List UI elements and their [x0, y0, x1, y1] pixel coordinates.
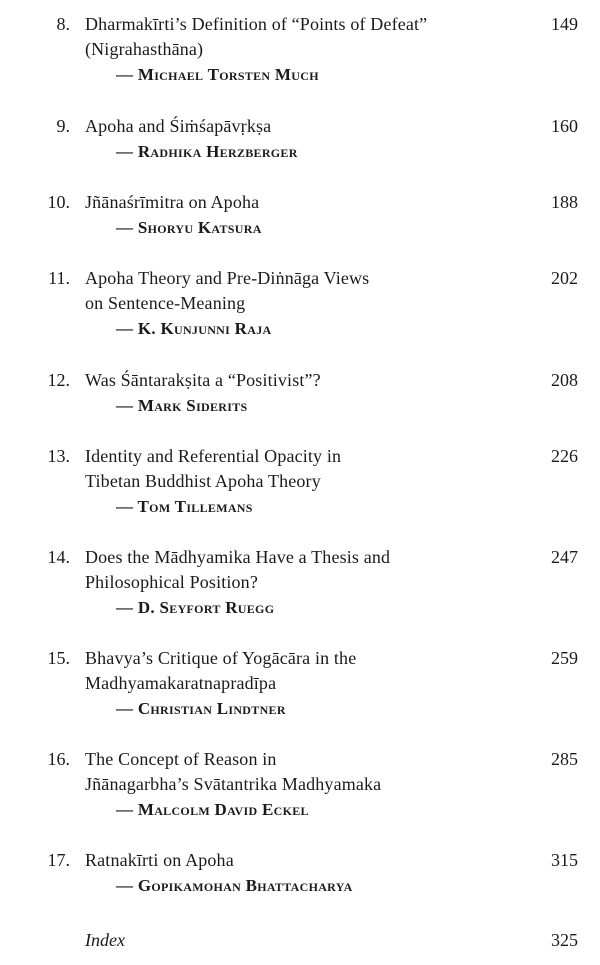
entry-page-number: 202: [551, 268, 578, 288]
entry-page-number: 285: [551, 749, 578, 769]
entry-title: [85, 545, 515, 620]
entry-number: 13.: [47, 446, 70, 466]
entry-author: — Gopikamohan Bhattacharya: [116, 876, 353, 895]
entry-author: — K. Kunjunni Raja: [116, 319, 272, 338]
entry-title-line: on Sentence-Meaning: [85, 293, 246, 313]
entry-title-line: Jñānagarbha’s Svātantrika Madhyamaka: [85, 774, 382, 794]
entry-title: [85, 747, 515, 822]
entry-author: — Malcolm David Eckel: [116, 800, 309, 819]
entry-author: — Radhika Herzberger: [116, 142, 298, 161]
entry-number: 17.: [47, 850, 70, 870]
entry-number: 8.: [56, 14, 70, 34]
entry-page-number: 208: [551, 370, 578, 390]
entry-title-line: Identity and Referential Opacity in: [85, 446, 342, 466]
entry-page-number: 160: [551, 116, 578, 136]
entry-title-line: Tibetan Buddhist Apoha Theory: [85, 471, 321, 491]
entry-title-line: Apoha and Śiṁśapāvṛkṣa: [85, 116, 272, 136]
index-page-number: 325: [551, 930, 578, 950]
entry-title: [85, 12, 515, 87]
entry-title-line: Jñānaśrīmitra on Apoha: [85, 192, 260, 212]
entry-title: [85, 646, 515, 721]
entry-title: [85, 114, 515, 164]
entry-number: 16.: [47, 749, 70, 769]
entry-number: 10.: [47, 192, 70, 212]
entry-title-line: Does the Mādhyamika Have a Thesis and: [85, 547, 391, 567]
entry-title-line: Dharmakīrti’s Definition of “Points of Defeat”: [85, 14, 428, 34]
entry-author: — Christian Lindtner: [116, 699, 286, 718]
entry-author: — Shoryu Katsura: [116, 218, 262, 237]
entry-page-number: 315: [551, 850, 578, 870]
entry-page-number: 226: [551, 446, 578, 466]
entry-page-number: 149: [551, 14, 578, 34]
entry-title-line: Bhavya’s Critique of Yogācāra in the: [85, 648, 357, 668]
entry-page-number: 259: [551, 648, 578, 668]
entry-number: 12.: [47, 370, 70, 390]
entry-author: — Michael Torsten Much: [116, 65, 319, 84]
index-label: Index: [85, 930, 125, 950]
entry-number: 14.: [47, 547, 70, 567]
entry-number: 9.: [56, 116, 70, 136]
entry-title-line: Apoha Theory and Pre-Diṅnāga Views: [85, 268, 370, 288]
entry-title: [85, 444, 515, 519]
entry-page-number: 247: [551, 547, 578, 567]
entry-author: — Mark Siderits: [116, 396, 248, 415]
entry-author: — D. Seyfort Ruegg: [116, 598, 275, 617]
entry-author: — Tom Tillemans: [116, 497, 253, 516]
entry-title: [85, 266, 515, 341]
entry-page-number: 188: [551, 192, 578, 212]
entry-title-line: Madhyamakaratnapradīpa: [85, 673, 277, 693]
entry-title-line: Philosophical Position?: [85, 572, 258, 592]
entry-title-line: The Concept of Reason in: [85, 749, 277, 769]
entry-title-line: Was Śāntarakṣita a “Positivist”?: [85, 370, 321, 390]
entry-title: [85, 848, 515, 898]
entry-title-line: (Nigrahasthāna): [85, 39, 204, 59]
entry-number: 15.: [47, 648, 70, 668]
entry-title: [85, 190, 515, 240]
entry-title-line: Ratnakīrti on Apoha: [85, 850, 234, 870]
entry-title: [85, 368, 515, 418]
entry-number: 11.: [48, 268, 70, 288]
